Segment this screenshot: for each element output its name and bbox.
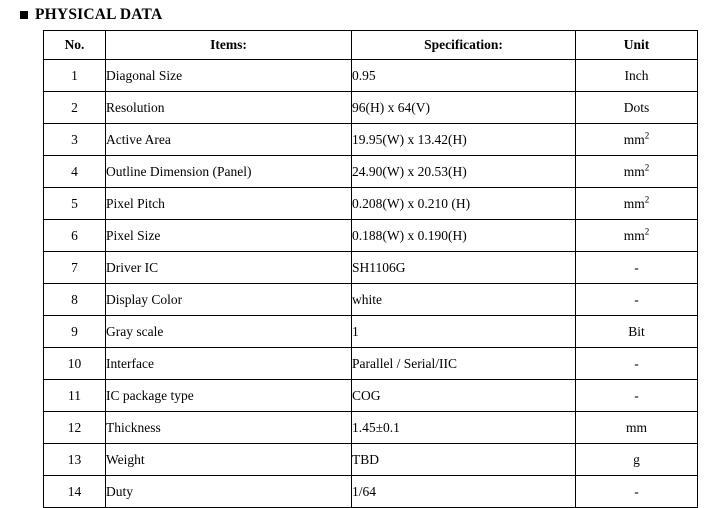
cell-specification: white — [352, 284, 576, 316]
cell-unit — [576, 188, 698, 220]
unit-text: Bit — [628, 323, 645, 339]
cell-specification: 1.45±0.1 — [352, 412, 576, 444]
table-row — [44, 60, 698, 92]
unit-text: - — [634, 291, 639, 307]
cell-specification: 0.188(W) x 0.190(H) — [352, 220, 576, 252]
cell-unit — [576, 156, 698, 188]
cell-specification: Parallel / Serial/IIC — [352, 348, 576, 380]
cell-specification: 19.95(W) x 13.42(H) — [352, 124, 576, 156]
table-row — [44, 156, 698, 188]
table-row — [44, 380, 698, 412]
cell-no: 12 — [44, 412, 106, 444]
cell-unit — [576, 220, 698, 252]
cell-unit — [576, 316, 698, 348]
table-row — [44, 316, 698, 348]
cell-no: 13 — [44, 444, 106, 476]
cell-specification: 1 — [352, 316, 576, 348]
cell-no: 9 — [44, 316, 106, 348]
unit-text: mm — [623, 163, 645, 179]
cell-unit — [576, 476, 698, 508]
cell-unit — [576, 444, 698, 476]
table-row — [44, 476, 698, 508]
table-row — [44, 220, 698, 252]
cell-no: 6 — [44, 220, 106, 252]
column-header-unit: Unit — [576, 31, 698, 60]
cell-no: 2 — [44, 92, 106, 124]
cell-item: Outline Dimension (Panel) — [106, 156, 352, 188]
cell-no: 11 — [44, 380, 106, 412]
cell-specification: 1/64 — [352, 476, 576, 508]
cell-specification: 0.95 — [352, 60, 576, 92]
table-row — [44, 92, 698, 124]
cell-specification: 24.90(W) x 20.53(H) — [352, 156, 576, 188]
cell-item: Interface — [106, 348, 352, 380]
cell-unit — [576, 380, 698, 412]
unit-text: - — [634, 259, 639, 275]
table-row — [44, 412, 698, 444]
table-row — [44, 124, 698, 156]
cell-specification: SH1106G — [352, 252, 576, 284]
table-row — [44, 188, 698, 220]
cell-item: Display Color — [106, 284, 352, 316]
table-row — [44, 348, 698, 380]
unit-text: g — [633, 451, 640, 467]
cell-unit — [576, 348, 698, 380]
cell-no: 10 — [44, 348, 106, 380]
cell-unit — [576, 412, 698, 444]
unit-exponent: 2 — [644, 194, 650, 204]
unit-exponent: 2 — [644, 226, 650, 236]
unit-text: - — [634, 387, 639, 403]
column-header-specification: Specification: — [352, 31, 576, 60]
cell-no: 4 — [44, 156, 106, 188]
table-row — [44, 444, 698, 476]
cell-specification: 96(H) x 64(V) — [352, 92, 576, 124]
cell-no: 8 — [44, 284, 106, 316]
cell-unit — [576, 252, 698, 284]
cell-no: 7 — [44, 252, 106, 284]
cell-item: Active Area — [106, 124, 352, 156]
cell-specification: COG — [352, 380, 576, 412]
cell-unit — [576, 60, 698, 92]
table-row — [44, 284, 698, 316]
table-row — [44, 252, 698, 284]
cell-item: Resolution — [106, 92, 352, 124]
unit-text: - — [634, 483, 639, 499]
unit-exponent: 2 — [644, 130, 650, 140]
unit-text: - — [634, 355, 639, 371]
cell-no: 1 — [44, 60, 106, 92]
cell-item: Pixel Pitch — [106, 188, 352, 220]
cell-item: Pixel Size — [106, 220, 352, 252]
cell-no: 5 — [44, 188, 106, 220]
cell-no: 3 — [44, 124, 106, 156]
table-body — [44, 60, 698, 508]
unit-text: mm — [625, 419, 647, 435]
section-heading — [18, 6, 692, 24]
cell-unit — [576, 124, 698, 156]
page-title: PHYSICAL DATA — [35, 6, 163, 23]
physical-data-table — [43, 30, 698, 508]
cell-item: Weight — [106, 444, 352, 476]
cell-unit — [576, 92, 698, 124]
unit-text: mm — [623, 131, 645, 147]
unit-text: mm — [623, 227, 645, 243]
unit-exponent: 2 — [644, 162, 650, 172]
square-bullet-icon — [20, 11, 28, 19]
cell-item: Driver IC — [106, 252, 352, 284]
cell-item: Duty — [106, 476, 352, 508]
cell-specification: TBD — [352, 444, 576, 476]
column-header-items: Items: — [106, 31, 352, 60]
unit-text: mm — [623, 195, 645, 211]
cell-specification: 0.208(W) x 0.210 (H) — [352, 188, 576, 220]
unit-text: Dots — [623, 99, 650, 115]
cell-item: Diagonal Size — [106, 60, 352, 92]
cell-item: Gray scale — [106, 316, 352, 348]
cell-unit — [576, 284, 698, 316]
table-header-row — [44, 31, 698, 60]
cell-no: 14 — [44, 476, 106, 508]
cell-item: Thickness — [106, 412, 352, 444]
unit-text: Inch — [624, 67, 649, 83]
cell-item: IC package type — [106, 380, 352, 412]
column-header-no: No. — [44, 31, 106, 60]
